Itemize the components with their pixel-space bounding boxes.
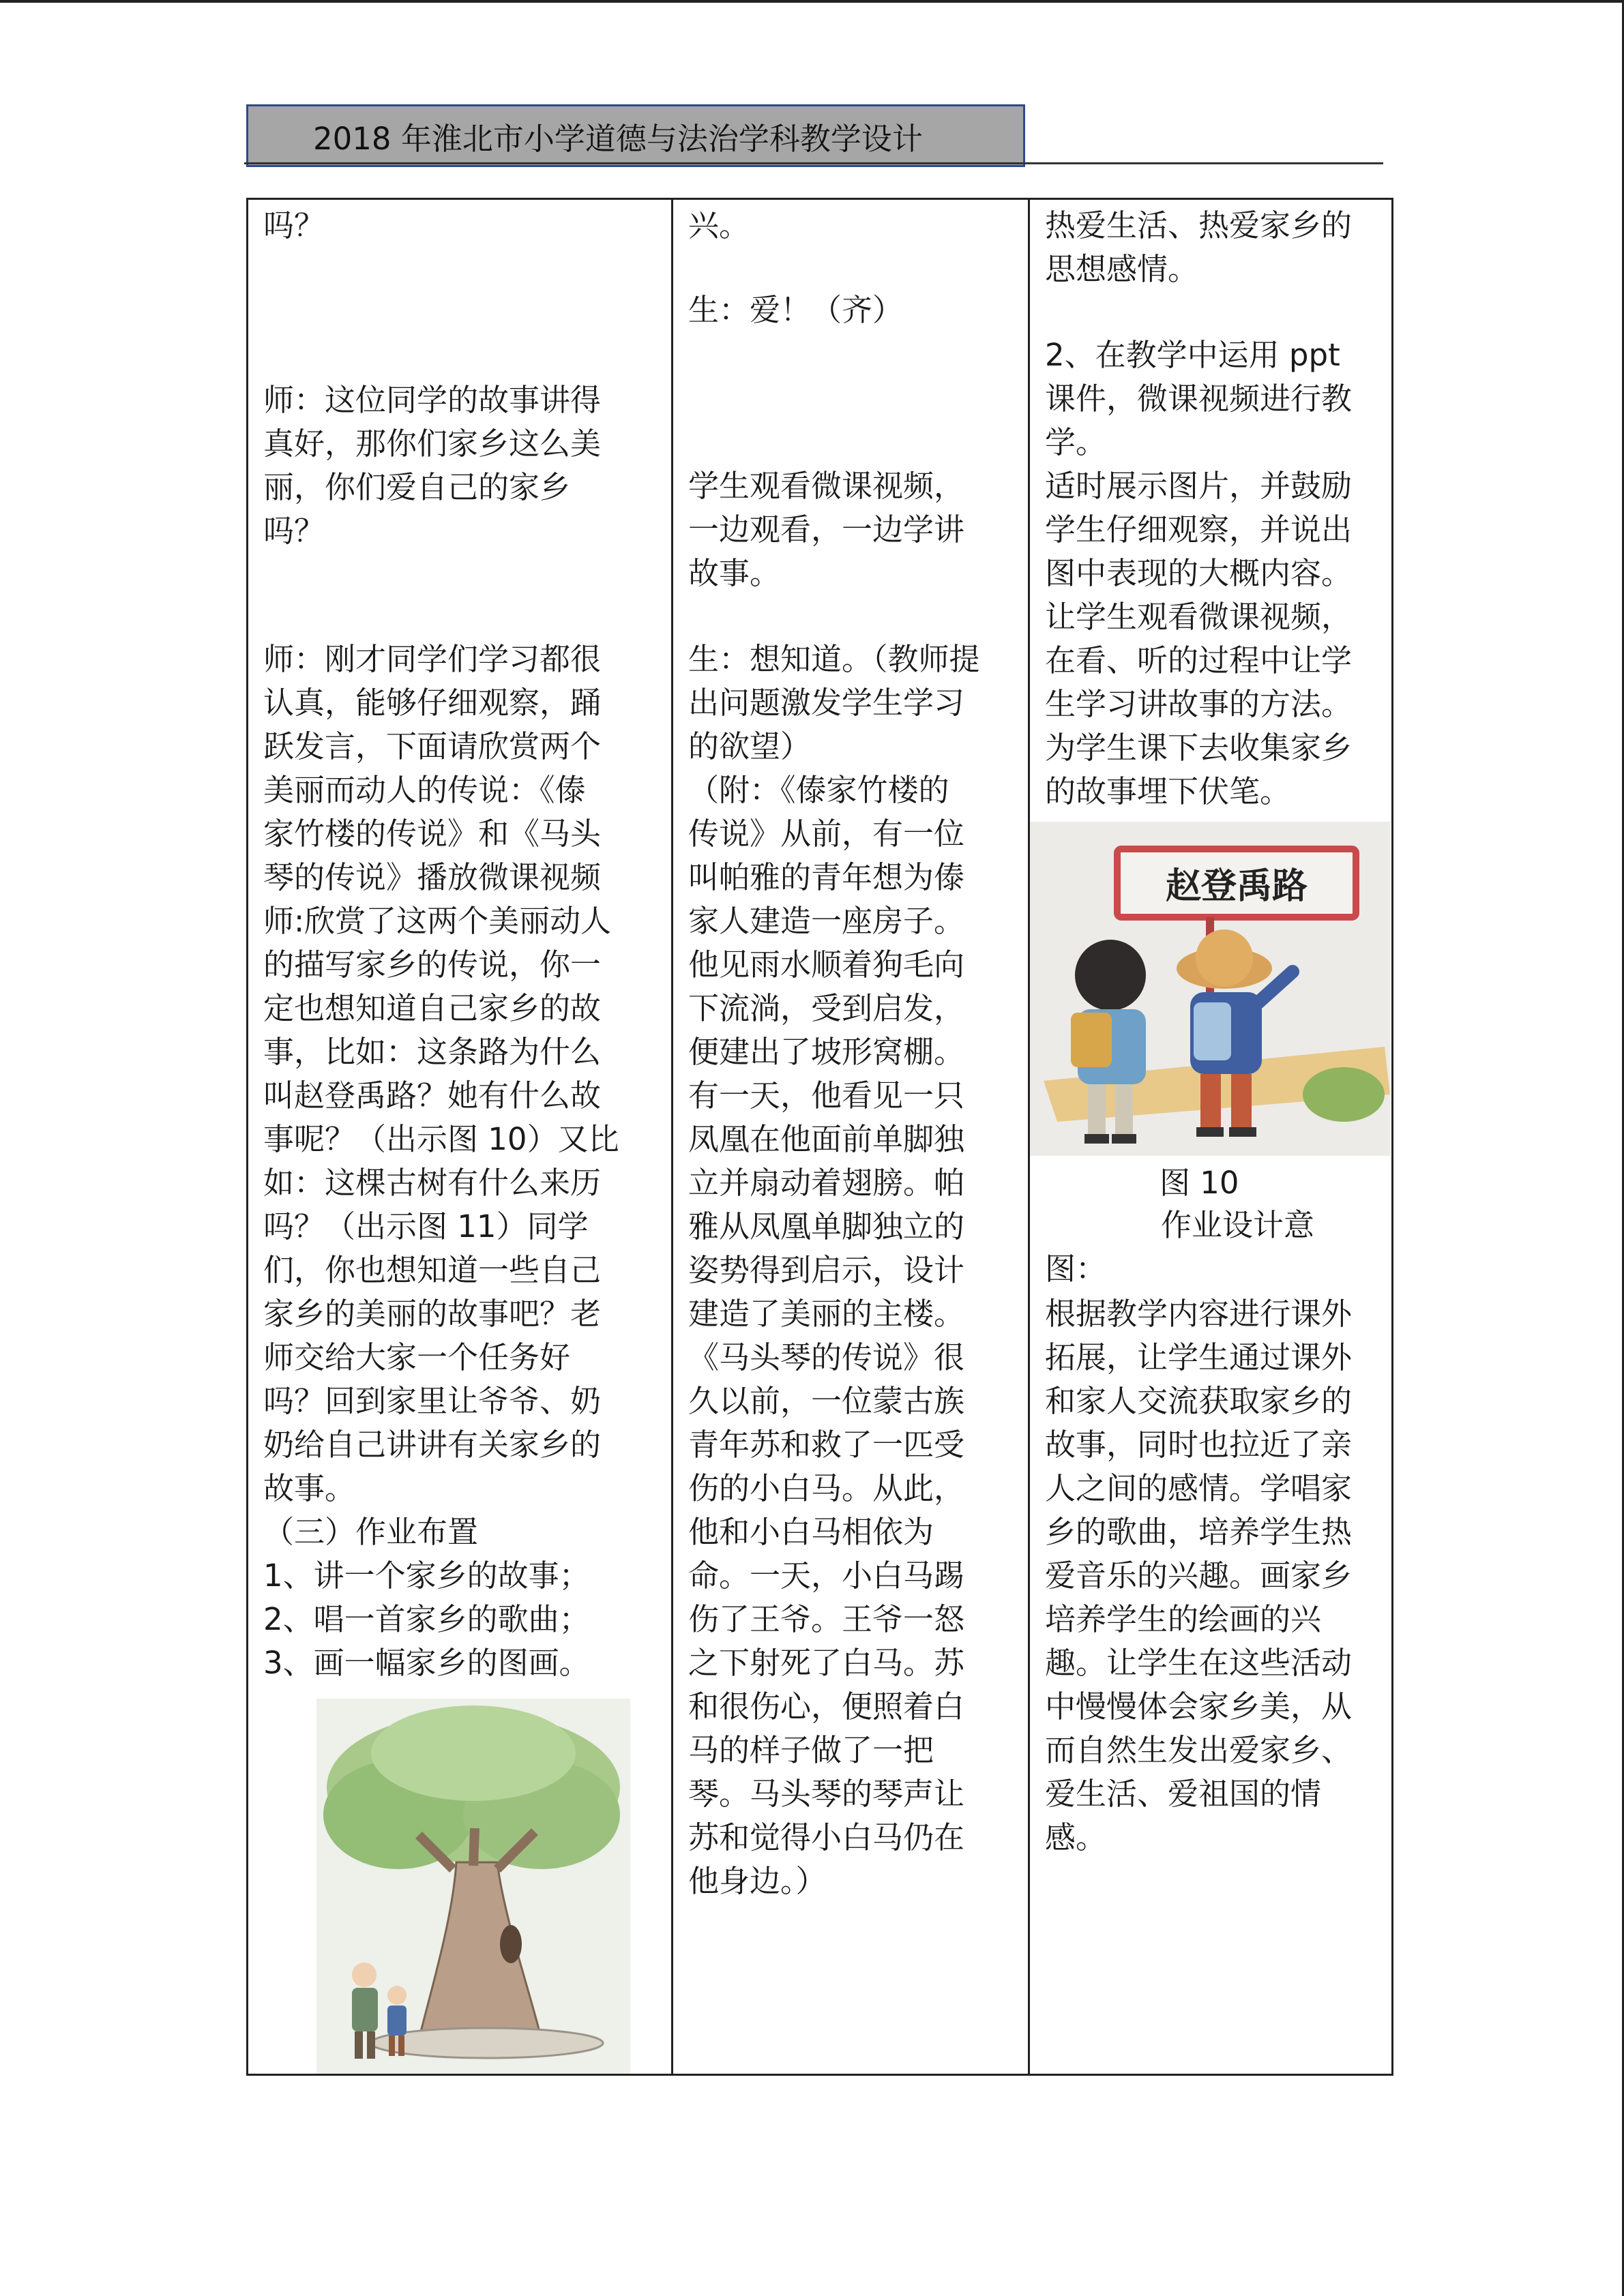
student-text-4: 生：想知道。（教师提 出问题激发学生学习 的欲望） （附：《傣家竹楼的 传说》从前，有一位 叫帕雅的青年想为傣 家人建造一座房子。 他见雨水顺着狗毛向 下流淌，受到启发， 便建出了坡形窝棚。 有一天，他看见一只 凤凰在他面前单脚独 立并扇动着翅膀。帕 雅从凤凰单脚独立的 姿势得到启示，设计 建造了美丽的主楼。 《马头琴的传说》很 久以前，一位蒙古族 青年苏和救了一匹受 伤的小白马。从此， 他和小白马相依为 命。一天，小白马踢 伤了王爷。王爷一怒 之下射死了白马。苏 和很伤心，便照着白 马的样子做了一把 琴。马头琴的琴声让 苏和觉得小白马仍在 他身边。） <box>688 641 980 1899</box>
document-header <box>246 104 1025 167</box>
homework-heading-text: 作业设计意 图： <box>1045 1207 1315 1287</box>
teacher-activity-column <box>248 199 673 2075</box>
student-text-2: 生：爱！（齐） <box>688 292 904 328</box>
children-street-sign-illustration <box>1030 822 1390 1156</box>
table-row <box>248 199 1393 2075</box>
street-sign-text: 赵登禹路 <box>1165 865 1308 907</box>
intent-text-3: 根据教学内容进行课外 拓展，让学生通过课外 和家人交流获取家乡的 故事，同时也拉近了亲 人之间的感情。学唱家 乡的歌曲，培养学生热 爱音乐的兴趣。画家乡 培养学生的绘画的兴 趣。让学生在这些活动 中慢慢体会家乡美，从 而自然生发出爱家乡、 爱生活、爱祖国的情 感。 <box>1045 1296 1353 1855</box>
teacher-text-2: 师：这位同学的故事讲得 真好，那你们家乡这么美 丽，你们爱自己的家乡 吗？ <box>263 382 602 549</box>
header-rule <box>244 162 1383 164</box>
teacher-text-1: 吗？ <box>263 207 325 243</box>
intent-text-1: 热爱生活、热爱家乡的 思想感情。 <box>1045 207 1353 287</box>
document-title: 2018 年淮北市小学道德与法治学科教学设计 <box>313 120 923 157</box>
student-activity-column <box>673 199 1029 2075</box>
student-text-1: 兴。 <box>688 207 750 243</box>
design-intent-column <box>1029 199 1393 2075</box>
homework-design-heading <box>1045 1204 1382 1291</box>
old-tree-illustration <box>316 1699 630 2074</box>
lesson-plan-table <box>246 198 1393 2076</box>
figure-11-tree-image <box>316 1699 630 2074</box>
page-border-top <box>0 0 1624 3</box>
figure-10-street-sign-image <box>1030 822 1390 1156</box>
teacher-text-3: 师：刚才同学们学习都很 认真，能够仔细观察，踊 跃发言，下面请欣赏两个 美丽而动人的传说：《傣 家竹楼的传说》和《马头 琴的传说》播放微课视频 师:欣赏了这两个美丽动人 的描写家乡的传说，你一 定也想知道自己家乡的故 事，比如：这条路为什么 叫赵登禹路？她有什么故 事呢？（出示图 10）又比 如：这棵古树有什么来历 吗？（出示图 11）同学 们，你也想知道一些自己 家乡的美丽的故事吧？老 师交给大家一个任务好 吗？回到家里让爷爷、奶 奶给自己讲讲有关家乡的 故事。 （三）作业布置 1、讲一个家乡的故事； 2、唱一首家乡的歌曲； 3、画一幅家乡的图画。 <box>263 641 619 1681</box>
student-text-3: 学生观看微课视频， 一边观看，一边学讲 故事。 <box>688 468 965 591</box>
figure-10-caption: 图 10 <box>1160 1165 1239 1201</box>
intent-text-2: 2、在教学中运用 ppt 课件，微课视频进行教 学。 适时展示图片，并鼓励 学生仔细观察，并说出 图中表现的大概内容。 让学生观看微课视频， 在看、听的过程中让学 生学习讲故事的方法。 为学生课下去收集家乡 的故事埋下伏笔。 <box>1045 337 1353 809</box>
